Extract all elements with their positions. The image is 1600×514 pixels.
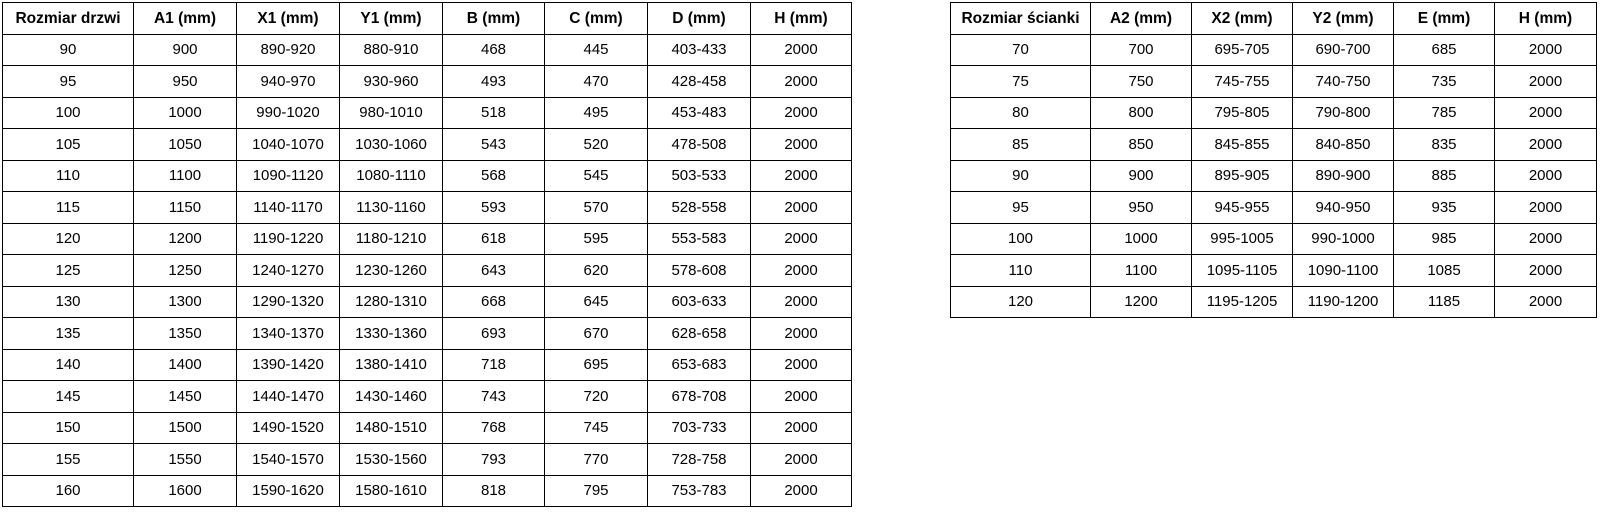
table-cell: 578-608 — [648, 255, 751, 287]
table-cell: 445 — [545, 34, 648, 66]
table-cell: 90 — [3, 34, 134, 66]
table-cell: 2000 — [751, 97, 852, 129]
table-cell: 695 — [545, 349, 648, 381]
table-row — [3, 381, 852, 413]
column-header: Rozmiar ścianki — [951, 3, 1091, 35]
table-row — [951, 34, 1597, 66]
table-cell: 753-783 — [648, 475, 751, 507]
table-cell: 568 — [443, 160, 545, 192]
table-row — [3, 66, 852, 98]
table-cell: 985 — [1394, 223, 1495, 255]
table-cell: 740-750 — [1293, 66, 1394, 98]
table-cell: 2000 — [1495, 192, 1597, 224]
table-row — [3, 412, 852, 444]
table-cell: 135 — [3, 318, 134, 350]
table-cell: 1250 — [134, 255, 237, 287]
table-cell: 790-800 — [1293, 97, 1394, 129]
column-header: Y1 (mm) — [340, 3, 443, 35]
table-cell: 2000 — [751, 66, 852, 98]
table-row — [3, 129, 852, 161]
table-cell: 900 — [1091, 160, 1192, 192]
table-cell: 2000 — [751, 192, 852, 224]
table-cell: 1580-1610 — [340, 475, 443, 507]
table-cell: 468 — [443, 34, 545, 66]
table-cell: 545 — [545, 160, 648, 192]
table-cell: 1430-1460 — [340, 381, 443, 413]
table-cell: 570 — [545, 192, 648, 224]
table-cell: 795-805 — [1192, 97, 1293, 129]
table-cell: 620 — [545, 255, 648, 287]
table-cell: 890-920 — [237, 34, 340, 66]
table-row — [951, 223, 1597, 255]
table-cell: 1195-1205 — [1192, 286, 1293, 318]
table-cell: 728-758 — [648, 444, 751, 476]
table-cell: 685 — [1394, 34, 1495, 66]
table-cell: 2000 — [751, 129, 852, 161]
table-cell: 990-1000 — [1293, 223, 1394, 255]
table-cell: 1090-1120 — [237, 160, 340, 192]
table-cell: 1150 — [134, 192, 237, 224]
table-cell: 670 — [545, 318, 648, 350]
table-cell: 110 — [951, 255, 1091, 287]
wall-table-body — [951, 34, 1597, 318]
table-cell: 478-508 — [648, 129, 751, 161]
table-cell: 735 — [1394, 66, 1495, 98]
table-cell: 2000 — [1495, 160, 1597, 192]
table-cell: 1600 — [134, 475, 237, 507]
table-cell: 643 — [443, 255, 545, 287]
table-cell: 818 — [443, 475, 545, 507]
table-cell: 2000 — [1495, 34, 1597, 66]
table-cell: 900 — [134, 34, 237, 66]
table-row — [951, 97, 1597, 129]
table-cell: 1290-1320 — [237, 286, 340, 318]
column-header: B (mm) — [443, 3, 545, 35]
table-cell: 700 — [1091, 34, 1192, 66]
table-cell: 2000 — [1495, 66, 1597, 98]
table-cell: 115 — [3, 192, 134, 224]
table-cell: 1050 — [134, 129, 237, 161]
table-cell: 543 — [443, 129, 545, 161]
table-cell: 120 — [3, 223, 134, 255]
table-cell: 895-905 — [1192, 160, 1293, 192]
table-cell: 678-708 — [648, 381, 751, 413]
table-cell: 130 — [3, 286, 134, 318]
table-cell: 1190-1220 — [237, 223, 340, 255]
table-cell: 2000 — [1495, 97, 1597, 129]
table-cell: 840-850 — [1293, 129, 1394, 161]
table-cell: 950 — [1091, 192, 1192, 224]
column-header: H (mm) — [1495, 3, 1597, 35]
table-cell: 85 — [951, 129, 1091, 161]
table-cell: 110 — [3, 160, 134, 192]
table-cell: 2000 — [1495, 255, 1597, 287]
table-row — [951, 129, 1597, 161]
table-cell: 1350 — [134, 318, 237, 350]
table-cell: 2000 — [751, 34, 852, 66]
table-cell: 653-683 — [648, 349, 751, 381]
table-cell: 1530-1560 — [340, 444, 443, 476]
table-cell: 718 — [443, 349, 545, 381]
table-cell: 793 — [443, 444, 545, 476]
table-cell: 1185 — [1394, 286, 1495, 318]
table-cell: 155 — [3, 444, 134, 476]
table-cell: 770 — [545, 444, 648, 476]
table-cell: 1330-1360 — [340, 318, 443, 350]
column-header: A1 (mm) — [134, 3, 237, 35]
table-cell: 145 — [3, 381, 134, 413]
table-row — [951, 160, 1597, 192]
table-cell: 120 — [951, 286, 1091, 318]
table-cell: 90 — [951, 160, 1091, 192]
table-cell: 950 — [134, 66, 237, 98]
table-cell: 2000 — [751, 381, 852, 413]
table-cell: 80 — [951, 97, 1091, 129]
table-cell: 1280-1310 — [340, 286, 443, 318]
table-cell: 2000 — [751, 223, 852, 255]
table-cell: 1400 — [134, 349, 237, 381]
table-cell: 1230-1260 — [340, 255, 443, 287]
table-cell: 1040-1070 — [237, 129, 340, 161]
table-cell: 1500 — [134, 412, 237, 444]
table-row — [3, 255, 852, 287]
table-row — [951, 255, 1597, 287]
table-cell: 743 — [443, 381, 545, 413]
table-cell: 95 — [3, 66, 134, 98]
table-cell: 945-955 — [1192, 192, 1293, 224]
table-cell: 1085 — [1394, 255, 1495, 287]
table-cell: 2000 — [1495, 129, 1597, 161]
table-cell: 593 — [443, 192, 545, 224]
table-cell: 850 — [1091, 129, 1192, 161]
table-cell: 1390-1420 — [237, 349, 340, 381]
table-cell: 668 — [443, 286, 545, 318]
table-cell: 518 — [443, 97, 545, 129]
door-table-header-row — [3, 3, 852, 35]
table-cell: 940-950 — [1293, 192, 1394, 224]
table-cell: 2000 — [751, 255, 852, 287]
table-cell: 595 — [545, 223, 648, 255]
table-row — [3, 160, 852, 192]
table-row — [3, 286, 852, 318]
table-cell: 1080-1110 — [340, 160, 443, 192]
table-cell: 628-658 — [648, 318, 751, 350]
table-cell: 105 — [3, 129, 134, 161]
table-row — [3, 349, 852, 381]
table-cell: 2000 — [751, 286, 852, 318]
table-cell: 2000 — [1495, 223, 1597, 255]
table-cell: 1130-1160 — [340, 192, 443, 224]
table-row — [951, 66, 1597, 98]
column-header: X1 (mm) — [237, 3, 340, 35]
table-cell: 503-533 — [648, 160, 751, 192]
table-cell: 140 — [3, 349, 134, 381]
table-cell: 845-855 — [1192, 129, 1293, 161]
table-cell: 1140-1170 — [237, 192, 340, 224]
table-cell: 1030-1060 — [340, 129, 443, 161]
table-cell: 695-705 — [1192, 34, 1293, 66]
table-cell: 1490-1520 — [237, 412, 340, 444]
table-row — [3, 34, 852, 66]
table-cell: 520 — [545, 129, 648, 161]
table-cell: 745 — [545, 412, 648, 444]
table-cell: 1540-1570 — [237, 444, 340, 476]
table-cell: 453-483 — [648, 97, 751, 129]
table-cell: 1340-1370 — [237, 318, 340, 350]
table-cell: 745-755 — [1192, 66, 1293, 98]
table-cell: 880-910 — [340, 34, 443, 66]
table-cell: 885 — [1394, 160, 1495, 192]
table-cell: 95 — [951, 192, 1091, 224]
table-row — [3, 192, 852, 224]
table-row — [951, 286, 1597, 318]
wall-table-header-row — [951, 3, 1597, 35]
table-cell: 940-970 — [237, 66, 340, 98]
table-cell: 768 — [443, 412, 545, 444]
table-row — [3, 475, 852, 507]
table-cell: 2000 — [1495, 286, 1597, 318]
table-cell: 528-558 — [648, 192, 751, 224]
table-cell: 1200 — [1091, 286, 1192, 318]
table-row — [3, 97, 852, 129]
table-cell: 160 — [3, 475, 134, 507]
table-cell: 693 — [443, 318, 545, 350]
table-row — [3, 444, 852, 476]
column-header: C (mm) — [545, 3, 648, 35]
table-cell: 75 — [951, 66, 1091, 98]
table-cell: 553-583 — [648, 223, 751, 255]
table-cell: 645 — [545, 286, 648, 318]
column-header: Rozmiar drzwi — [3, 3, 134, 35]
table-cell: 835 — [1394, 129, 1495, 161]
table-cell: 428-458 — [648, 66, 751, 98]
table-cell: 785 — [1394, 97, 1495, 129]
table-cell: 603-633 — [648, 286, 751, 318]
table-cell: 70 — [951, 34, 1091, 66]
table-cell: 935 — [1394, 192, 1495, 224]
table-cell: 150 — [3, 412, 134, 444]
table-cell: 493 — [443, 66, 545, 98]
table-cell: 2000 — [751, 318, 852, 350]
column-header: Y2 (mm) — [1293, 3, 1394, 35]
table-cell: 125 — [3, 255, 134, 287]
table-cell: 720 — [545, 381, 648, 413]
column-header: H (mm) — [751, 3, 852, 35]
table-cell: 1450 — [134, 381, 237, 413]
table-cell: 1000 — [1091, 223, 1192, 255]
table-cell: 2000 — [751, 160, 852, 192]
table-cell: 1000 — [134, 97, 237, 129]
table-cell: 750 — [1091, 66, 1192, 98]
column-header: E (mm) — [1394, 3, 1495, 35]
column-header: A2 (mm) — [1091, 3, 1192, 35]
table-row — [3, 318, 852, 350]
table-cell: 703-733 — [648, 412, 751, 444]
table-row — [951, 192, 1597, 224]
column-header: D (mm) — [648, 3, 751, 35]
wall-sizes-table — [950, 2, 1597, 318]
table-cell: 995-1005 — [1192, 223, 1293, 255]
table-cell: 1440-1470 — [237, 381, 340, 413]
door-table-body — [3, 34, 852, 507]
table-cell: 1590-1620 — [237, 475, 340, 507]
table-cell: 1095-1105 — [1192, 255, 1293, 287]
table-cell: 495 — [545, 97, 648, 129]
table-cell: 403-433 — [648, 34, 751, 66]
table-cell: 1480-1510 — [340, 412, 443, 444]
table-cell: 1300 — [134, 286, 237, 318]
table-cell: 890-900 — [1293, 160, 1394, 192]
table-cell: 690-700 — [1293, 34, 1394, 66]
table-cell: 2000 — [751, 412, 852, 444]
table-cell: 800 — [1091, 97, 1192, 129]
table-cell: 795 — [545, 475, 648, 507]
table-cell: 470 — [545, 66, 648, 98]
door-sizes-table — [2, 2, 852, 507]
table-cell: 990-1020 — [237, 97, 340, 129]
table-cell: 618 — [443, 223, 545, 255]
table-cell: 1550 — [134, 444, 237, 476]
table-cell: 2000 — [751, 444, 852, 476]
table-cell: 980-1010 — [340, 97, 443, 129]
table-cell: 1240-1270 — [237, 255, 340, 287]
table-row — [3, 223, 852, 255]
table-cell: 1180-1210 — [340, 223, 443, 255]
table-cell: 2000 — [751, 349, 852, 381]
table-cell: 930-960 — [340, 66, 443, 98]
table-cell: 1190-1200 — [1293, 286, 1394, 318]
table-cell: 1100 — [134, 160, 237, 192]
table-cell: 2000 — [751, 475, 852, 507]
table-cell: 1380-1410 — [340, 349, 443, 381]
table-cell: 100 — [951, 223, 1091, 255]
column-header: X2 (mm) — [1192, 3, 1293, 35]
table-cell: 1200 — [134, 223, 237, 255]
table-cell: 1090-1100 — [1293, 255, 1394, 287]
table-cell: 1100 — [1091, 255, 1192, 287]
table-cell: 100 — [3, 97, 134, 129]
